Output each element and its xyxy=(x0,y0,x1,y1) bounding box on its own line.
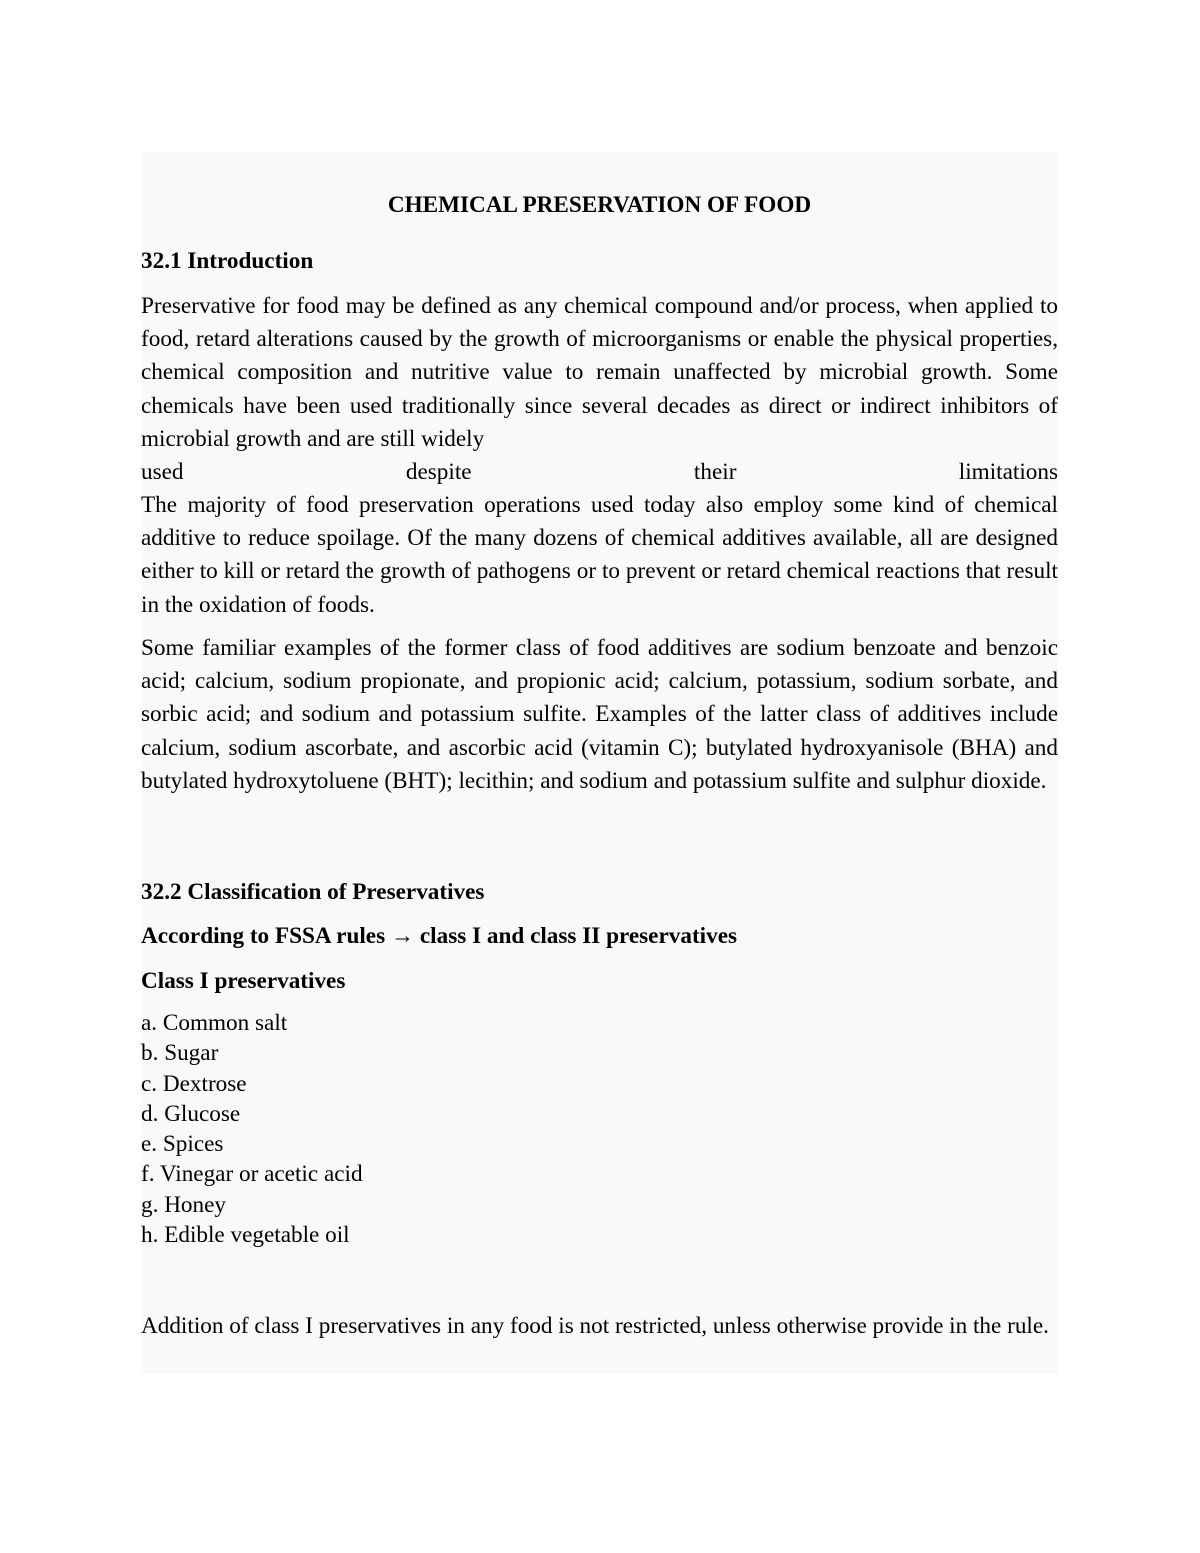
list-item: d. Glucose xyxy=(141,1100,241,1127)
closing-paragraph: Addition of class I preservatives in any food is not restricted, unless otherwise provide in the rule. xyxy=(141,1313,1049,1339)
word-used: used xyxy=(141,459,184,485)
list-item: f. Vinegar or acetic acid xyxy=(141,1161,363,1188)
list-item: b. Sugar xyxy=(141,1040,219,1067)
section-heading-classification: 32.2 Classification of Preservatives xyxy=(141,879,485,905)
word-their: their xyxy=(693,459,737,485)
word-limitations: limitations xyxy=(958,459,1058,485)
intro-paragraph: Preservative for food may be defined as any chemical compound and/or process, when applied to food, retard alterations caused by the growth of microorganisms or enable the physical properties, chemical composition and nutritive value to remain unaffected by microbial growth. Some chemicals have been used traditionally since several decades as direct or indirect inhibitors of microbial growth and are still widely xyxy=(141,293,1058,452)
list-item: g. Honey xyxy=(141,1191,227,1218)
list-item: h. Edible vegetable oil xyxy=(141,1222,350,1249)
word-despite: despite xyxy=(405,459,472,485)
document-page xyxy=(141,152,1058,1374)
section-heading-introduction: 32.1 Introduction xyxy=(141,248,314,274)
list-item: c. Dextrose xyxy=(141,1070,247,1097)
list-item: a. Common salt xyxy=(141,1010,288,1036)
intro-paragraph-last-line xyxy=(141,456,1058,489)
majority-paragraph: The majority of food preservation operations used today also employ some kind of chemical additive to reduce spoilage. Of the many dozens of chemical additives available, all are designed either to kill or retard the growth of pathogens or to prevent or retard chemical reactions that result in the oxidation of foods. xyxy=(141,492,1058,618)
list-item: e. Spices xyxy=(141,1131,224,1158)
examples-paragraph: Some familiar examples of the former class of food additives are sodium benzoate and benzoic acid; calcium, sodium propionate, and propionic acid; calcium, potassium, sodium sorbate, and sorbic acid; and sodium and potassium sulfite. Examples of the latter class of additives include calcium, sodium ascorbate, and ascorbic acid (vitamin C); butylated hydroxyanisole (BHA) and butylated hydroxytoluene (BHT); lecithin; and sodium and potassium sulfite and sulphur dioxide. xyxy=(141,635,1058,794)
document-title: CHEMICAL PRESERVATION OF FOOD xyxy=(387,192,812,218)
fssa-rules-heading: According to FSSA rules → class I and class II preservatives xyxy=(141,923,738,949)
class1-list xyxy=(141,1008,363,1250)
class1-heading: Class I preservatives xyxy=(141,968,346,994)
